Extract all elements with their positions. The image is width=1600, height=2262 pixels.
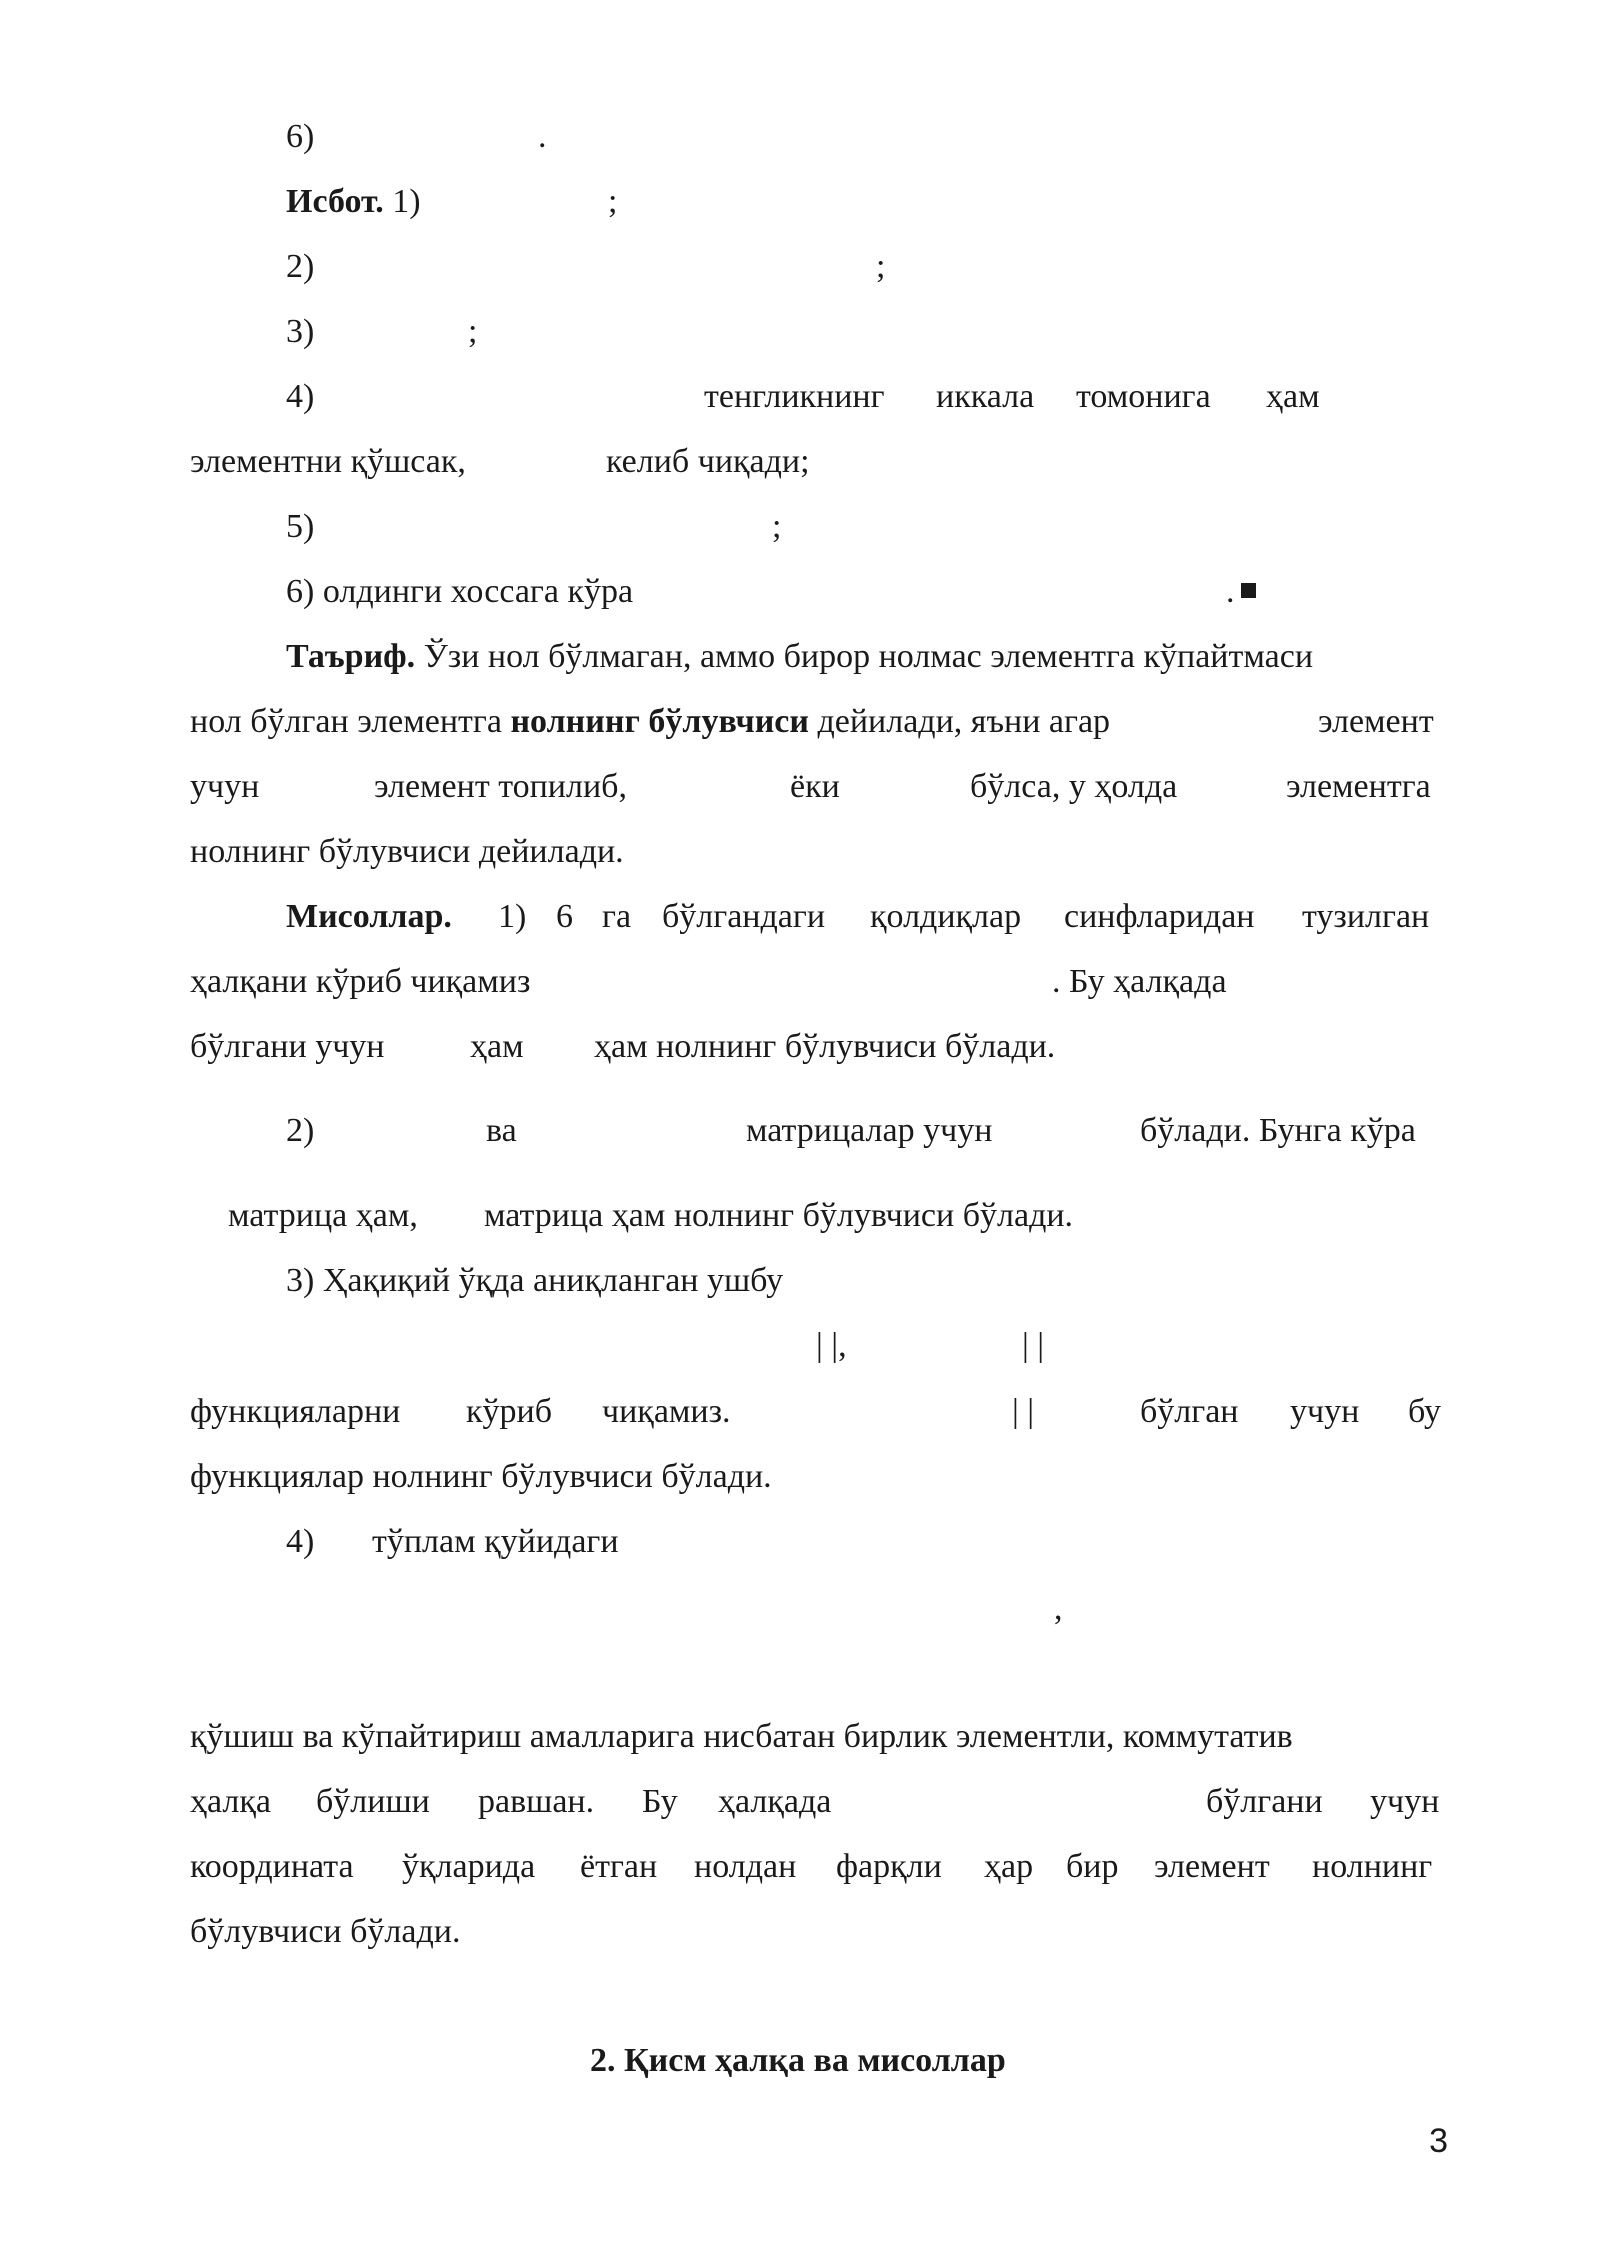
definition-line-1 <box>286 637 1313 677</box>
ex1-line3-c: ҳам нолнинг бўлувчиси бўлади. <box>594 1028 1056 1065</box>
ex1-word-g: тузилган <box>1302 898 1430 935</box>
definition-label: Таъриф. <box>286 638 416 675</box>
ex1-num: 1) <box>498 898 527 935</box>
examples-label-text: Мисоллар. <box>286 898 452 935</box>
definition-text-3d: бўлса, у ҳолда <box>970 768 1178 805</box>
proof-line-1 <box>286 182 421 222</box>
ex4-d5: ҳалқада <box>718 1783 832 1820</box>
ex2-matrices: матрицалар учун <box>746 1112 993 1149</box>
proof-num-6: 6) олдинги хоссага кўра <box>286 573 634 610</box>
ex4-e9: нолнинг <box>1312 1848 1433 1885</box>
ex4-f: бўлувчиси бўлади. <box>190 1913 461 1950</box>
proof-num-3: 3) <box>286 313 315 350</box>
ex1-word-f: синфларидан <box>1064 898 1255 935</box>
proof-5-semicolon: ; <box>772 508 782 545</box>
ex4-e3: ётган <box>580 1848 658 1885</box>
ex3-word-b: функцияларни <box>190 1393 401 1430</box>
page-number: 3 <box>1429 2122 1448 2160</box>
definition-text-3a: учун <box>190 768 260 805</box>
proof-end <box>1226 572 1256 612</box>
proof-4-word-c: томонига <box>1076 378 1211 415</box>
ex3-word-g: бу <box>1408 1393 1442 1430</box>
ex3-word-c: кўриб <box>466 1393 553 1430</box>
ex1-line2-b: . Бу ҳалқада <box>1052 963 1227 1000</box>
ex4-line-c: қўшиш ва кўпайтириш амалларига нисбатан бирлик элементли, коммутатив <box>190 1718 1293 1755</box>
ex1-line2-a: ҳалқани кўриб чиқамиз <box>190 963 531 1000</box>
ex4-e8: элемент <box>1154 1848 1270 1885</box>
ex3-conclusion: функциялар нолнинг бўлувчиси бўлади. <box>190 1458 772 1495</box>
proof-num-5: 5) <box>286 508 315 545</box>
examples-label <box>286 897 452 937</box>
ex2-result: бўлади. Бунга кўра <box>1140 1112 1416 1149</box>
proof-2-semicolon: ; <box>876 248 886 285</box>
definition-text-3b: элемент топилиб, <box>374 768 627 805</box>
ex1-word-d: бўлгандаги <box>662 898 826 935</box>
ex4-e5: фарқли <box>836 1848 942 1885</box>
ex3-abs-1: | |, <box>816 1327 847 1364</box>
definition-text-1: Ўзи нол бўлмаган, аммо бирор нолмас элементга кўпайтмаси <box>423 638 1314 675</box>
ex1-word-e: қолдиқлар <box>870 898 1022 935</box>
qed-square-icon <box>1241 583 1256 598</box>
ex4-num: 4) <box>286 1523 315 1560</box>
proof-4-word-b: иккала <box>936 378 1035 415</box>
ex4-d3: равшан. <box>478 1783 595 1820</box>
definition-text-3c: ёки <box>790 768 840 805</box>
section-heading: 2. Қисм ҳалқа ва мисоллар <box>590 2042 1006 2079</box>
ex3-intro: 3) Ҳақиқий ўқда аниқланган ушбу <box>286 1262 784 1299</box>
proof-6-dot: . <box>1226 573 1235 610</box>
item-6-dot: . <box>538 118 547 155</box>
definition-text-3e: элементга <box>1286 768 1431 805</box>
ex4-e7: бир <box>1066 1848 1119 1885</box>
ex4-e4: нолдан <box>694 1848 797 1885</box>
proof-num-4: 4) <box>286 378 315 415</box>
ex1-six: 6 <box>556 898 573 935</box>
ex4-d1: ҳалқа <box>190 1783 271 1820</box>
definition-text-2a: нол бўлган элементга <box>190 703 502 740</box>
definition-text-2d: элемент <box>1318 703 1434 740</box>
proof-num-2: 2) <box>286 248 315 285</box>
ex4-e2: ўқларида <box>402 1848 536 1885</box>
ex2-va: ва <box>486 1112 517 1149</box>
definition-line-2 <box>190 702 1110 742</box>
ex4-d4: Бу <box>642 1783 678 1820</box>
ex4-d7: учун <box>1370 1783 1440 1820</box>
ex3-abs-3: | | <box>1012 1393 1035 1430</box>
ex3-abs-2: | | <box>1022 1327 1045 1364</box>
proof-4-word-d: ҳам <box>1266 378 1320 415</box>
ex4-e6: ҳар <box>984 1848 1034 1885</box>
proof-4-line2-a: элементни қўшсак, <box>190 443 466 480</box>
definition-text-2c: дейилади, яъни агар <box>817 703 1111 740</box>
ex4-comma: , <box>1054 1590 1063 1627</box>
proof-1-semicolon: ; <box>608 183 618 220</box>
ex4-set: тўплам қуйидаги <box>372 1523 619 1560</box>
ex3-word-d: чиқамиз. <box>602 1393 731 1430</box>
ex2-line2-a: матрица ҳам, <box>228 1197 418 1234</box>
ex3-word-e: бўлган <box>1140 1393 1239 1430</box>
ex3-word-f: учун <box>1290 1393 1360 1430</box>
ex2-line2-b: матрица ҳам нолнинг бўлувчиси бўлади. <box>484 1197 1074 1234</box>
definition-term: нолнинг бўлувчиси <box>510 703 809 740</box>
ex1-ga: га <box>602 898 632 935</box>
proof-4-word-a: тенгликнинг <box>704 378 885 415</box>
ex1-line3-b: ҳам <box>470 1028 524 1065</box>
item-6: 6) <box>286 118 315 155</box>
proof-label: Исбот. <box>286 183 384 220</box>
ex2-num: 2) <box>286 1112 315 1149</box>
ex4-d2: бўлиши <box>316 1783 430 1820</box>
ex4-e1: координата <box>190 1848 354 1885</box>
proof-4-line2-b: келиб чиқади; <box>606 443 810 480</box>
ex1-line3-a: бўлгани учун <box>190 1028 385 1065</box>
proof-num-1: 1) <box>392 183 421 220</box>
definition-text-4: нолнинг бўлувчиси дейилади. <box>190 833 624 870</box>
proof-3-semicolon: ; <box>468 313 478 350</box>
ex4-d6: бўлгани <box>1206 1783 1323 1820</box>
